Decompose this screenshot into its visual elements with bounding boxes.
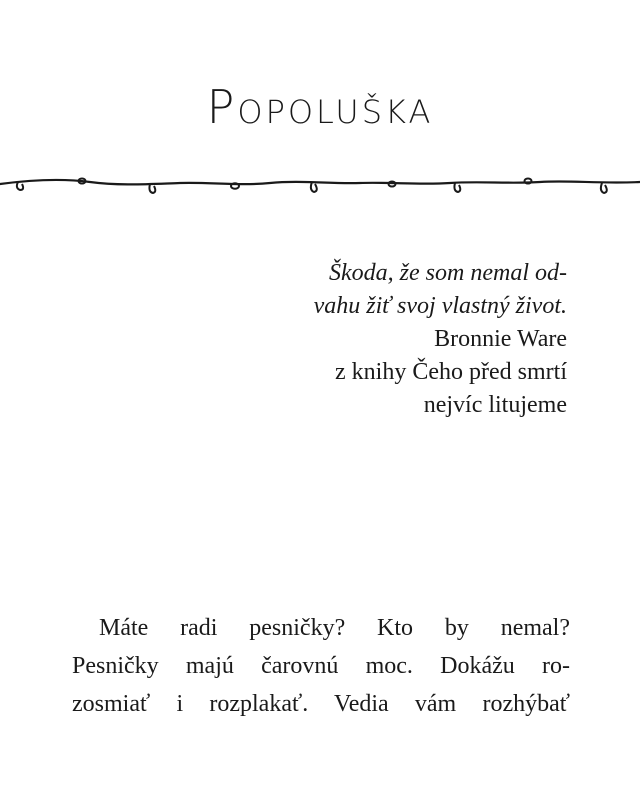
body-line: zosmiať i rozplakať. Vedia vám rozhýbať	[72, 691, 570, 717]
epigraph-quote-line: Škoda, že som nemal od-	[329, 260, 567, 286]
body-paragraph	[72, 609, 570, 723]
epigraph	[147, 257, 567, 422]
epigraph-quote	[147, 257, 567, 323]
epigraph-quote-line: vahu žiť svoj vlastný život.	[313, 293, 567, 319]
body-line: Máte radi pesničky? Kto by nemal?	[99, 615, 570, 641]
epigraph-source-line: nejvíc litujeme	[423, 392, 567, 418]
vine-divider-ornament	[0, 172, 640, 208]
chapter-title: Popoluška	[206, 80, 434, 134]
epigraph-source-line: z knihy Čeho před smrtí	[335, 359, 567, 385]
epigraph-author: Bronnie Ware	[434, 326, 567, 352]
body-line: Pesničky majú čarovnú moc. Dokážu ro-	[72, 653, 570, 679]
